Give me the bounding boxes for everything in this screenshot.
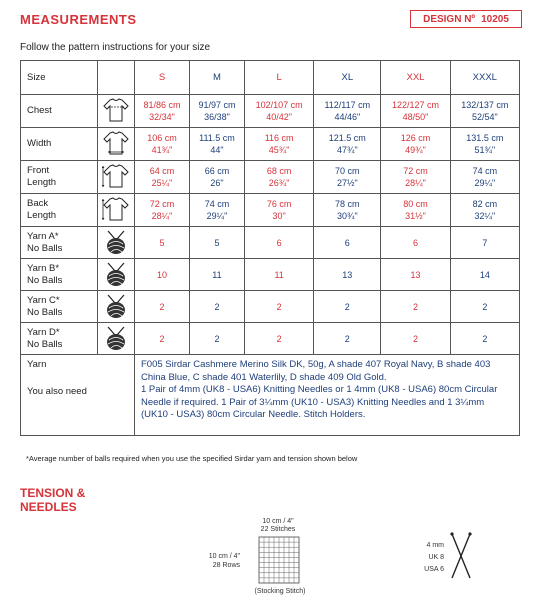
size-value-cell [189, 259, 244, 291]
instruction-text: Follow the pattern instructions for your size [20, 42, 211, 53]
size-value-cell [314, 259, 381, 291]
size-value-cell [189, 323, 244, 355]
size-value: 7 [482, 237, 488, 248]
size-value: 26¾" [268, 178, 290, 188]
size-value: 74 cm [204, 199, 230, 209]
size-column-header: S [135, 61, 190, 95]
size-value-cell [244, 227, 313, 259]
materials-text [135, 355, 520, 436]
size-value: 2 [214, 333, 220, 344]
row-label-line: Length [27, 177, 57, 188]
measurement-row [21, 161, 520, 194]
size-value: 68 cm [266, 166, 292, 176]
size-value: 72 cm [149, 199, 175, 209]
size-value: 2 [276, 301, 282, 312]
size-value: 5 [214, 237, 220, 248]
size-value-cell [314, 323, 381, 355]
size-value: 41¾" [151, 145, 173, 155]
size-value: 2 [482, 301, 488, 312]
size-value-cell [189, 194, 244, 227]
size-value-cell [135, 227, 190, 259]
size-value-cell [381, 161, 450, 194]
size-value: 28¼" [151, 211, 173, 221]
row-label-line: No Balls [27, 274, 63, 286]
size-value: 102/107 cm [255, 100, 303, 110]
size-value-cell [450, 128, 519, 161]
measurement-row [21, 194, 520, 227]
size-value-cell [244, 259, 313, 291]
size-value: 111.5 cm [199, 133, 235, 143]
measurement-row [21, 291, 520, 323]
size-value: 49¾" [405, 145, 426, 155]
size-value: 66 cm [204, 166, 230, 176]
size-value-cell [189, 227, 244, 259]
measurement-row [21, 227, 520, 259]
size-value: 2 [344, 301, 350, 312]
size-value: 5 [159, 237, 165, 248]
size-value: 2 [276, 333, 282, 344]
size-value: 131.5 cm [466, 133, 504, 143]
tension-heading-line2: NEEDLES [20, 500, 77, 514]
measurements-table [20, 60, 520, 436]
measurement-row [21, 259, 520, 291]
size-value: 2 [159, 301, 165, 312]
size-value-cell [450, 95, 519, 128]
size-value-cell [244, 194, 313, 227]
page-heading: MEASUREMENTS [20, 12, 137, 27]
size-value-cell [381, 95, 450, 128]
size-value: 11 [212, 269, 222, 280]
size-value-cell [381, 194, 450, 227]
size-value: 30¾" [336, 211, 358, 221]
size-value: 70 cm [335, 166, 360, 176]
row-label-line: No Balls [27, 338, 63, 350]
size-column-header: XL [314, 61, 381, 95]
size-column-header: XXL [381, 61, 450, 95]
materials-labels [21, 355, 135, 436]
size-value-cell [244, 161, 313, 194]
row-label-line: No Balls [27, 242, 63, 254]
size-value: 74 cm [472, 166, 498, 176]
row-label-line: Yarn C* [27, 294, 60, 306]
size-value-cell [189, 95, 244, 128]
row-label-line: Yarn A* [27, 230, 59, 242]
gauge-height-measure: 10 cm / 4" [208, 553, 240, 560]
row-label [21, 323, 98, 355]
row-icon-cell [98, 291, 135, 323]
row-label-line: Chest [27, 105, 52, 116]
size-value: 31½" [405, 211, 426, 221]
design-number-box [410, 10, 522, 28]
size-value: 25¼" [151, 178, 173, 188]
size-value-cell [450, 227, 519, 259]
size-value: 48/50" [402, 112, 429, 122]
size-column-header: L [244, 61, 313, 95]
tension-heading [20, 486, 85, 514]
size-value: 29¼" [474, 178, 496, 188]
size-value-cell [135, 259, 190, 291]
gauge-stitches: 22 Stitches [260, 526, 296, 533]
design-number: 10205 [481, 14, 509, 25]
row-icon-cell [98, 259, 135, 291]
footnote: *Average number of balls required when you use the specified Sirdar yarn and tension shown below [26, 454, 358, 463]
row-icon-cell [98, 227, 135, 259]
size-value-cell [189, 161, 244, 194]
size-value: 6 [344, 237, 350, 248]
size-column-header: XXXL [450, 61, 519, 95]
size-value: 13 [342, 269, 353, 280]
materials-row [21, 355, 520, 436]
row-label [21, 161, 98, 194]
row-label [21, 227, 98, 259]
size-value: 82 cm [472, 199, 498, 209]
row-label [21, 128, 98, 161]
size-value: 2 [482, 333, 488, 344]
size-header-row [21, 61, 520, 95]
size-value: 32/34" [149, 112, 175, 122]
size-value: 44" [210, 145, 224, 155]
size-value: 40/42" [266, 112, 292, 122]
size-value: 52/54" [471, 112, 498, 122]
gauge-height-label [200, 552, 240, 570]
gauge-width-measure: 10 cm / 4" [262, 518, 294, 525]
size-value: 112/117 cm [324, 100, 371, 110]
size-value: 28¼" [405, 178, 426, 188]
front-length-garment-icon [102, 163, 130, 189]
size-value-cell [135, 323, 190, 355]
size-value-cell [450, 259, 519, 291]
needle-mm: 4 mm [426, 542, 444, 549]
row-label-line: Width [27, 138, 52, 149]
size-value-cell [314, 194, 381, 227]
width-garment-icon [102, 130, 130, 156]
size-value: 2 [214, 301, 220, 312]
need-text: 1 Pair of 4mm (UK8 - USA6) Knitting Needles or 1 4mm (UK8 - USA6) 80cm Circular Needle if required. 1 Pair of 3¼mm (UK10 - USA3) Knitting Needles and 1 3¼mm (UK10 - USA3) 80cm Circular Needle. Stitch Holders. [141, 384, 498, 421]
size-value-cell [450, 161, 519, 194]
size-value: 6 [412, 237, 418, 248]
size-value: 51¾" [474, 145, 496, 155]
crossed-needles-icon [448, 532, 474, 580]
size-value: 27½" [336, 178, 358, 188]
size-value: 81/86 cm [143, 100, 181, 110]
needle-size [424, 532, 484, 592]
chest-garment-icon [102, 97, 130, 123]
size-value-cell [314, 161, 381, 194]
row-label [21, 259, 98, 291]
size-value: 29¼" [206, 211, 228, 221]
needle-usa: USA 6 [424, 566, 444, 573]
size-value-cell [314, 291, 381, 323]
size-value: 116 cm [264, 133, 294, 143]
row-label-line: Back [27, 198, 49, 209]
yarn-label: Yarn [27, 359, 47, 370]
size-value-cell [244, 323, 313, 355]
row-icon-cell [98, 323, 135, 355]
row-icon-cell [98, 95, 135, 128]
size-value-cell [244, 95, 313, 128]
header-icon-cell [98, 61, 135, 95]
size-value: 26" [210, 178, 224, 188]
size-value: 14 [479, 269, 490, 280]
row-label [21, 194, 98, 227]
row-icon-cell [98, 128, 135, 161]
tension-gauge [200, 518, 320, 598]
size-value: 80 cm [403, 199, 428, 209]
size-value-cell [244, 128, 313, 161]
size-value: 10 [156, 269, 167, 280]
size-value-cell [450, 291, 519, 323]
yarn-ball-icon [102, 293, 130, 319]
tension-heading-line1: TENSION & [20, 486, 86, 500]
size-value: 32¼" [474, 211, 496, 221]
size-value: 126 cm [400, 133, 431, 143]
row-label-line: Front [27, 165, 50, 176]
size-value-cell [381, 291, 450, 323]
yarn-ball-icon [102, 229, 130, 255]
size-value: 47¾" [336, 145, 358, 155]
size-value-cell [381, 259, 450, 291]
need-label: You also need [27, 386, 87, 397]
size-value: 6 [276, 237, 282, 248]
size-value: 13 [410, 269, 421, 280]
size-value: 11 [274, 269, 284, 280]
size-value: 121.5 cm [328, 133, 366, 143]
size-value: 2 [412, 301, 418, 312]
row-label [21, 291, 98, 323]
size-value: 132/137 cm [461, 100, 509, 110]
size-value: 91/97 cm [198, 100, 236, 110]
size-value: 44/46" [334, 112, 361, 122]
size-value: 2 [344, 333, 350, 344]
size-value-cell [135, 161, 190, 194]
size-value-cell [189, 128, 244, 161]
size-value: 64 cm [149, 166, 175, 176]
size-value-cell [244, 291, 313, 323]
gauge-rows: 28 Rows [212, 562, 240, 569]
row-label [21, 95, 98, 128]
size-label: Size [21, 61, 98, 95]
size-value-cell [450, 323, 519, 355]
row-icon-cell [98, 161, 135, 194]
size-value: 30" [272, 211, 286, 221]
size-value-cell [314, 95, 381, 128]
size-value-cell [450, 194, 519, 227]
size-value-cell [314, 128, 381, 161]
row-label-line: Length [27, 210, 57, 221]
yarn-ball-icon [102, 261, 130, 287]
size-value-cell [135, 128, 190, 161]
size-value-cell [314, 227, 381, 259]
yarn-ball-icon [102, 325, 130, 351]
row-icon-cell [98, 194, 135, 227]
size-value-cell [381, 323, 450, 355]
size-value-cell [135, 95, 190, 128]
design-label: DESIGN Nº [423, 14, 476, 25]
gauge-width-label [248, 518, 308, 534]
stitch-grid-icon [258, 536, 300, 584]
size-value: 36/38" [204, 112, 230, 122]
size-value-cell [381, 128, 450, 161]
back-length-garment-icon [102, 196, 130, 222]
measurement-row [21, 95, 520, 128]
row-label-line: No Balls [27, 306, 63, 318]
measurement-row [21, 128, 520, 161]
size-column-header: M [189, 61, 244, 95]
row-label-line: Yarn D* [27, 326, 60, 338]
size-value: 78 cm [335, 199, 360, 209]
measurement-row [21, 323, 520, 355]
size-value: 45¾" [268, 145, 290, 155]
size-value-cell [135, 194, 190, 227]
size-value: 106 cm [147, 133, 177, 143]
row-label-line: Yarn B* [27, 262, 60, 274]
size-value: 2 [159, 333, 165, 344]
needle-uk: UK 8 [428, 554, 444, 561]
size-value: 72 cm [403, 166, 428, 176]
size-value-cell [189, 291, 244, 323]
gauge-stitch-type: (Stocking Stitch) [254, 588, 306, 595]
size-value-cell [135, 291, 190, 323]
size-value-cell [381, 227, 450, 259]
size-value: 122/127 cm [391, 100, 439, 110]
yarn-text: F005 Sirdar Cashmere Merino Silk DK, 50g, A shade 407 Royal Navy, B shade 403 China Blue, C shade 401 Waterlily, D shade 409 Old Gold. [141, 359, 491, 383]
size-value: 76 cm [266, 199, 292, 209]
size-value: 2 [412, 333, 418, 344]
